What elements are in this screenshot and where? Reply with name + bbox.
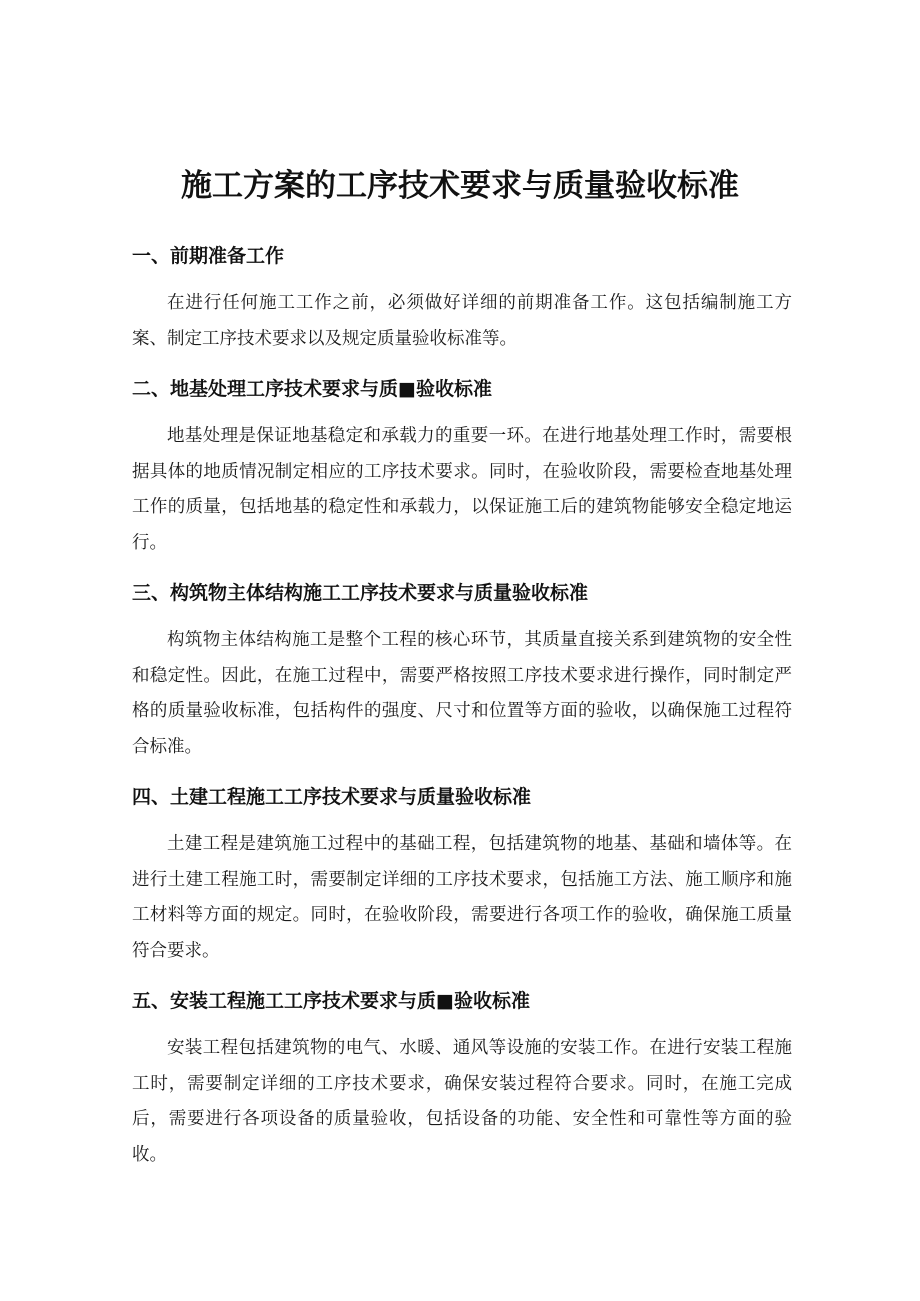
document-title: 施工方案的工序技术要求与质量验收标准 xyxy=(181,168,739,204)
section-paragraph: 安装工程包括建筑物的电气、水暖、通风等设施的安装工作。在进行安装工程施工时，需要制定详细的工序技术要求，确保安装过程符合要求。同时，在施工完成后，需要进行各项设备的质量验收，包括设备的功能、安全性和可靠性等方面的验收。 xyxy=(132,1038,792,1165)
section-preparation xyxy=(132,240,792,357)
section-installation xyxy=(132,985,792,1173)
document-content xyxy=(132,240,792,1189)
section-paragraph: 地基处理是保证地基稳定和承载力的重要一环。在进行地基处理工作时，需要根据具体的地质情况制定相应的工序技术要求。同时，在验收阶段，需要检查地基处理工作的质量，包括地基的稳定性和承载力，以保证施工后的建筑物能够安全稳定地运行。 xyxy=(132,426,792,553)
section-paragraph: 在进行任何施工工作之前，必须做好详细的前期准备工作。这包括编制施工方案、制定工序技术要求以及规定质量验收标准等。 xyxy=(132,293,792,349)
section-heading: 三、构筑物主体结构施工工序技术要求与质量验收标准 xyxy=(132,582,589,604)
section-heading: 二、地基处理工序技术要求与质■验收标准 xyxy=(132,378,492,400)
section-civil-works xyxy=(132,781,792,969)
section-paragraph: 土建工程是建筑施工过程中的基础工程，包括建筑物的地基、基础和墙体等。在进行土建工程施工时，需要制定详细的工序技术要求，包括施工方法、施工顺序和施工材料等方面的规定。同时，在验收阶段，需要进行各项工作的验收，确保施工质量符合要求。 xyxy=(132,834,792,961)
section-main-structure xyxy=(132,577,792,765)
section-heading: 五、安装工程施工工序技术要求与质■验收标准 xyxy=(132,990,530,1012)
section-heading: 四、土建工程施工工序技术要求与质量验收标准 xyxy=(132,786,532,808)
section-heading: 一、前期准备工作 xyxy=(132,245,285,267)
section-foundation xyxy=(132,373,792,561)
section-paragraph: 构筑物主体结构施工是整个工程的核心环节，其质量直接关系到建筑物的安全性和稳定性。因此，在施工过程中，需要严格按照工序技术要求进行操作，同时制定严格的质量验收标准，包括构件的强度、尺寸和位置等方面的验收，以确保施工过程符合标准。 xyxy=(132,630,792,757)
